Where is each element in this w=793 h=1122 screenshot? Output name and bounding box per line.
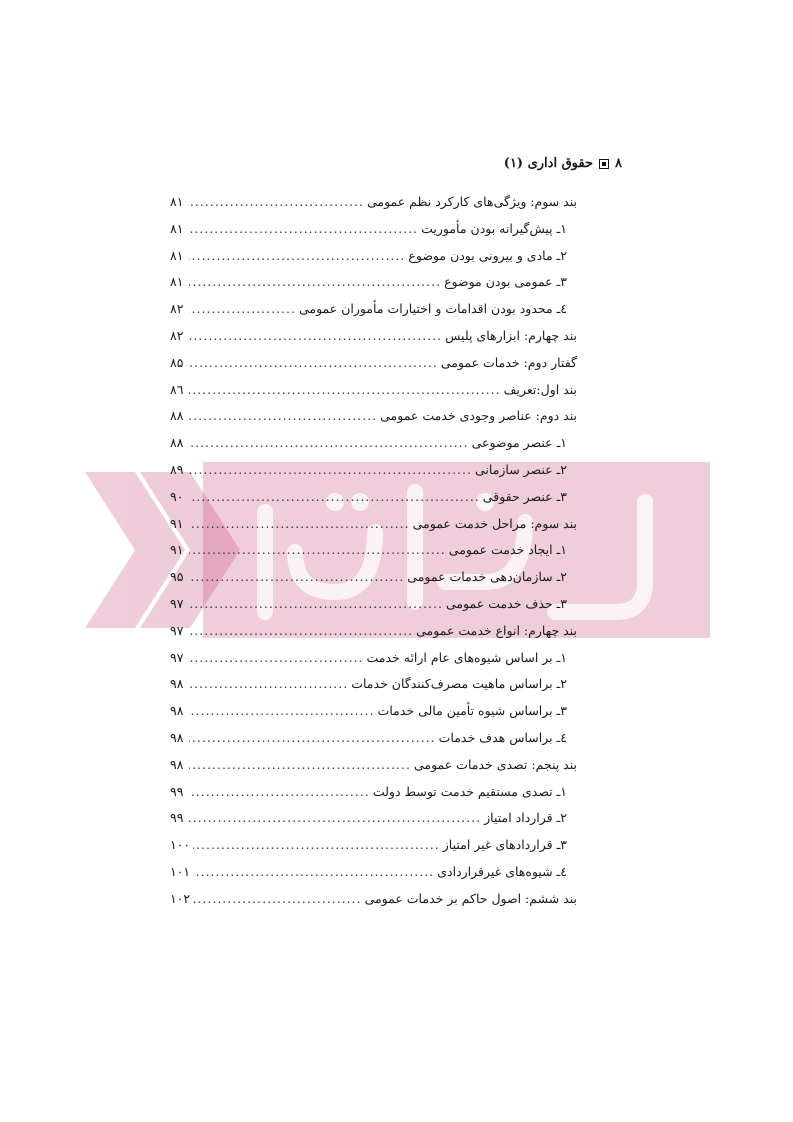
toc-entry[interactable] xyxy=(170,891,577,918)
toc-entry-title: بند سوم: ویژگی‌های کارکرد نظم عمومی xyxy=(366,194,577,209)
dot-leader xyxy=(189,569,404,584)
toc-entry[interactable] xyxy=(170,408,577,435)
dot-leader xyxy=(189,784,370,799)
toc-entry-title: بند پنجم: تصدی خدمات عمومی xyxy=(413,756,577,772)
toc-entry[interactable] xyxy=(170,489,577,516)
toc-entry-page: ۹۸ xyxy=(170,676,184,692)
dot-leader xyxy=(189,382,501,397)
toc-entry-page: ۸۲ xyxy=(170,301,184,317)
toc-entry-title: ٤ـ محدود بودن اقدامات و اختیارات مأموران عمومی xyxy=(298,301,567,317)
toc-entry-title: بند چهارم: انواع خدمت عمومی xyxy=(416,622,577,638)
toc-entry-page: ۹۷ xyxy=(170,649,184,665)
toc-entry-page: ۹۷ xyxy=(170,595,184,611)
toc-entry-title: ٤ـ براساس هدف خدمات xyxy=(438,729,567,745)
dot-leader xyxy=(189,462,472,477)
toc-entry-title: بند دوم: عناصر وجودی خدمت عمومی xyxy=(380,408,577,424)
dot-leader xyxy=(189,355,438,370)
dot-leader xyxy=(189,274,441,289)
toc-entry[interactable] xyxy=(170,650,577,677)
toc-entry[interactable] xyxy=(170,382,577,409)
toc-entry-page: ۱۰۲ xyxy=(170,890,191,906)
toc-entry-page: ۸۱ xyxy=(170,194,184,209)
dot-leader xyxy=(189,194,364,209)
toc-entry[interactable] xyxy=(170,462,577,489)
toc-entry[interactable] xyxy=(170,757,577,784)
toc-entry-title: گفتار دوم: خدمات عمومی xyxy=(440,354,577,370)
dot-leader xyxy=(189,676,348,691)
toc-entry-title: بند سوم: مراحل خدمت عمومی xyxy=(412,515,577,531)
table-of-contents xyxy=(170,194,577,918)
toc-entry-title: ۳ـ عمومی بودن موضوع xyxy=(444,274,567,290)
toc-entry-page: ۹۱ xyxy=(170,515,184,531)
dot-leader xyxy=(189,730,436,745)
dot-leader xyxy=(189,489,480,504)
dot-leader xyxy=(189,221,418,236)
toc-entry-page: ۹۱ xyxy=(170,542,184,558)
toc-entry-page: ۸۱ xyxy=(170,274,184,290)
toc-entry[interactable] xyxy=(170,864,577,891)
toc-entry[interactable] xyxy=(170,328,577,355)
dot-leader xyxy=(189,623,413,638)
toc-entry-page: ۸۸ xyxy=(170,408,184,424)
toc-entry-page: ۹۸ xyxy=(170,703,184,719)
toc-entry-title: ۲ـ مادی و بیرونی بودن موضوع xyxy=(408,247,567,263)
page-number: ۸ xyxy=(615,156,622,171)
toc-entry[interactable] xyxy=(170,569,577,596)
dot-leader xyxy=(189,328,442,343)
toc-entry-title: ٤ـ شیوه‌های غیرقراردادی xyxy=(437,863,567,879)
toc-entry-page: ۹۰ xyxy=(170,488,184,504)
toc-entry-title: ۱ـ ایجاد خدمت عمومی xyxy=(448,542,567,558)
toc-entry-title: ۳ـ عنصر حقوقی xyxy=(482,488,567,504)
toc-entry[interactable] xyxy=(170,435,577,462)
toc-entry[interactable] xyxy=(170,355,577,382)
toc-entry[interactable] xyxy=(170,221,577,248)
running-title: حقوق اداری (۱) xyxy=(503,156,594,171)
toc-entry-title: ۲ـ قرارداد امتیاز xyxy=(484,810,567,826)
toc-entry-page: ۸٦ xyxy=(170,381,184,397)
toc-entry-page: ۸۱ xyxy=(170,247,184,263)
toc-entry[interactable] xyxy=(170,248,577,275)
toc-entry-page: ۹۸ xyxy=(170,756,184,772)
toc-entry[interactable] xyxy=(170,301,577,328)
toc-entry-title: ۱ـ تصدی مستقیم خدمت توسط دولت xyxy=(372,783,567,799)
toc-entry[interactable] xyxy=(170,623,577,650)
toc-entry-title: ۳ـ قراردادهای غیر امتیاز xyxy=(442,837,567,853)
dot-leader xyxy=(189,248,405,263)
dot-leader xyxy=(189,408,377,423)
toc-entry-title: ۱ـ عنصر موضوعی xyxy=(471,435,567,451)
toc-entry[interactable] xyxy=(170,837,577,864)
toc-entry-page: ۱۰۰ xyxy=(170,837,191,853)
toc-entry[interactable] xyxy=(170,596,577,623)
toc-entry-page: ۸۸ xyxy=(170,435,184,451)
dot-leader xyxy=(189,757,411,772)
dot-leader xyxy=(189,542,446,557)
dot-leader xyxy=(193,891,361,906)
toc-entry[interactable] xyxy=(170,274,577,301)
toc-entry[interactable] xyxy=(170,676,577,703)
toc-entry[interactable] xyxy=(170,730,577,757)
dot-leader xyxy=(189,596,443,611)
toc-entry[interactable] xyxy=(170,784,577,811)
toc-entry[interactable] xyxy=(170,810,577,837)
toc-entry-page: ۸۱ xyxy=(170,220,184,236)
page-header xyxy=(170,156,622,171)
toc-entry-title: بند اول:تعریف xyxy=(503,381,577,397)
dot-leader xyxy=(189,650,364,665)
toc-entry[interactable] xyxy=(170,194,577,221)
toc-entry-page: ۹۸ xyxy=(170,729,184,745)
toc-entry-title: بند ششم: اصول حاکم بر خدمات عمومی xyxy=(364,890,577,906)
toc-entry-title: ۱ـ پیش‌گیرانه بودن مأموریت xyxy=(421,220,567,236)
toc-entry-title: ۲ـ براساس ماهیت مصرف‌کنندگان خدمات xyxy=(351,676,567,692)
toc-entry-title: ۲ـ سازمان‌دهی خدمات عمومی xyxy=(407,569,567,585)
dot-leader xyxy=(193,864,434,879)
toc-entry-page: ۹۵ xyxy=(170,569,184,585)
dot-leader xyxy=(189,516,410,531)
toc-entry-title: ۲ـ عنصر سازمانی xyxy=(474,461,567,477)
toc-entry-page: ۸۲ xyxy=(170,327,184,343)
toc-entry-title: بند چهارم: ابزارهای پلیس xyxy=(445,327,577,343)
toc-entry-page: ۹۹ xyxy=(170,810,184,826)
toc-entry-page: ۹۹ xyxy=(170,783,184,799)
toc-entry[interactable] xyxy=(170,542,577,569)
toc-entry-title: ۳ـ حذف خدمت عمومی xyxy=(445,595,567,611)
toc-entry-page: ۸۵ xyxy=(170,354,184,370)
toc-entry-title: ۱ـ بر اساس شیوه‌های عام ارائه خدمت xyxy=(366,649,567,665)
dot-leader xyxy=(193,837,440,852)
toc-entry[interactable] xyxy=(170,703,577,730)
dot-leader xyxy=(189,435,469,450)
dot-leader xyxy=(189,301,296,316)
toc-entry-page: ۸۹ xyxy=(170,461,184,477)
dot-leader xyxy=(189,703,375,718)
toc-entry-page: ۱۰۱ xyxy=(170,863,191,879)
toc-entry-title: ۳ـ براساس شیوه تأمین مالی خدمات xyxy=(377,703,567,719)
toc-entry-page: ۹۷ xyxy=(170,622,184,638)
square-bullet-icon xyxy=(599,159,609,169)
toc-entry[interactable] xyxy=(170,516,577,543)
dot-leader xyxy=(189,810,481,825)
